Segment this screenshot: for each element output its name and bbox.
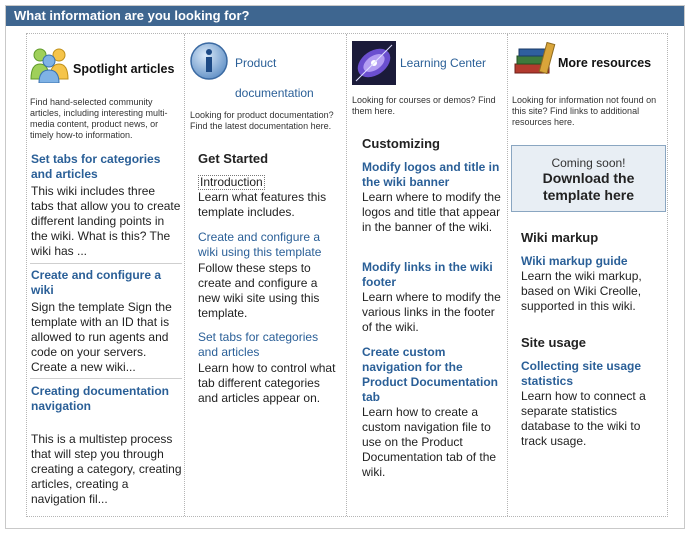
create-configure-text: Follow these steps to create and configure a new wiki site using this template. — [198, 261, 320, 320]
modify-footer-text: Learn where to modify the various links in the footer of the wiki. — [362, 290, 501, 334]
custom-navigation-text: Learn how to create a custom navigation file to use on the Product Documentation tab of the wiki. — [362, 405, 497, 479]
divider — [30, 378, 182, 379]
set-tabs-link[interactable]: Set tabs for categories and articles — [198, 330, 319, 359]
spotlight-text-navigation: This is a multistep process that will step you through creating a category, creating articles, creating a navigation fil... — [31, 432, 182, 506]
coming-soon-label: Coming soon! — [551, 156, 626, 170]
introduction-text: Learn what features this template includes. — [198, 190, 327, 219]
books-icon — [513, 42, 557, 76]
product-title[interactable]: Product documentation — [235, 56, 314, 100]
download-template-link[interactable]: Download the template here — [542, 170, 635, 203]
set-tabs-text: Learn how to control what tab different categories and articles appear on. — [198, 361, 336, 405]
wiki-markup-guide-link[interactable]: Wiki markup guide — [521, 254, 628, 268]
site-usage-link[interactable]: Collecting site usage statistics — [521, 359, 642, 388]
get-started-heading: Get Started — [198, 151, 269, 166]
custom-navigation-link[interactable]: Create custom navigation for the Product Documentation tab — [362, 345, 499, 404]
info-icon — [189, 41, 229, 81]
create-configure-link[interactable]: Create and configure a wiki using this template — [198, 230, 322, 259]
site-usage-heading: Site usage — [521, 335, 587, 350]
spotlight-link-create-wiki[interactable]: Create and configure a wiki — [31, 268, 162, 297]
customizing-heading: Customizing — [362, 136, 440, 151]
resources-title: More resources — [558, 56, 652, 70]
product-column — [186, 34, 347, 516]
divider — [30, 263, 182, 264]
modify-logos-text: Learn where to modify the logos and title that appear in the banner of the wiki. — [362, 190, 501, 234]
spotlight-description: Find hand-selected community articles, including interesting multi-media content, product news, or timely how-to information. — [30, 97, 168, 140]
spotlight-link-navigation[interactable]: Creating documentation navigation — [31, 384, 170, 413]
resources-description: Looking for information not found on this site? Find links to additional resources here. — [512, 95, 657, 127]
product-description: Looking for product documentation? Find the latest documentation here. — [190, 110, 334, 131]
site-usage-text: Learn how to connect a separate statistics database to the wiki to track usage. — [521, 389, 646, 448]
spotlight-title: Spotlight articles — [73, 62, 175, 76]
resources-column — [509, 34, 667, 516]
portlet-frame — [5, 5, 685, 529]
spotlight-column — [27, 34, 185, 516]
spotlight-text-set-tabs: This wiki includes three tabs that allow you to create different landing points in the wiki. What is this? The wiki has ... — [31, 184, 181, 258]
learning-column — [348, 34, 508, 516]
spotlight-text-create-wiki: Sign the template Sign the template with an ID that is allowed to run agents and code on your servers. Create a new wiki... — [31, 300, 172, 374]
product-title-line[interactable] — [235, 56, 345, 116]
content-panel — [26, 33, 668, 517]
download-template-box[interactable] — [511, 145, 666, 212]
spotlight-link-set-tabs[interactable]: Set tabs for categories and articles — [31, 152, 161, 181]
learning-title[interactable]: Learning Center — [400, 56, 487, 70]
modify-logos-link[interactable]: Modify logos and title in the wiki banner — [362, 160, 500, 189]
people-icon — [29, 43, 71, 83]
wiki-markup-heading: Wiki markup — [521, 230, 599, 245]
introduction-link[interactable]: Introduction — [200, 175, 263, 189]
learning-disc-icon — [352, 41, 396, 85]
learning-description: Looking for courses or demos? Find them here. — [352, 95, 496, 116]
modify-footer-link[interactable]: Modify links in the wiki footer — [362, 260, 493, 289]
wiki-markup-text: Learn the wiki markup, based on Wiki Creolle, supported in this wiki. — [521, 269, 642, 313]
portlet-header: What information are you looking for? — [6, 6, 684, 26]
